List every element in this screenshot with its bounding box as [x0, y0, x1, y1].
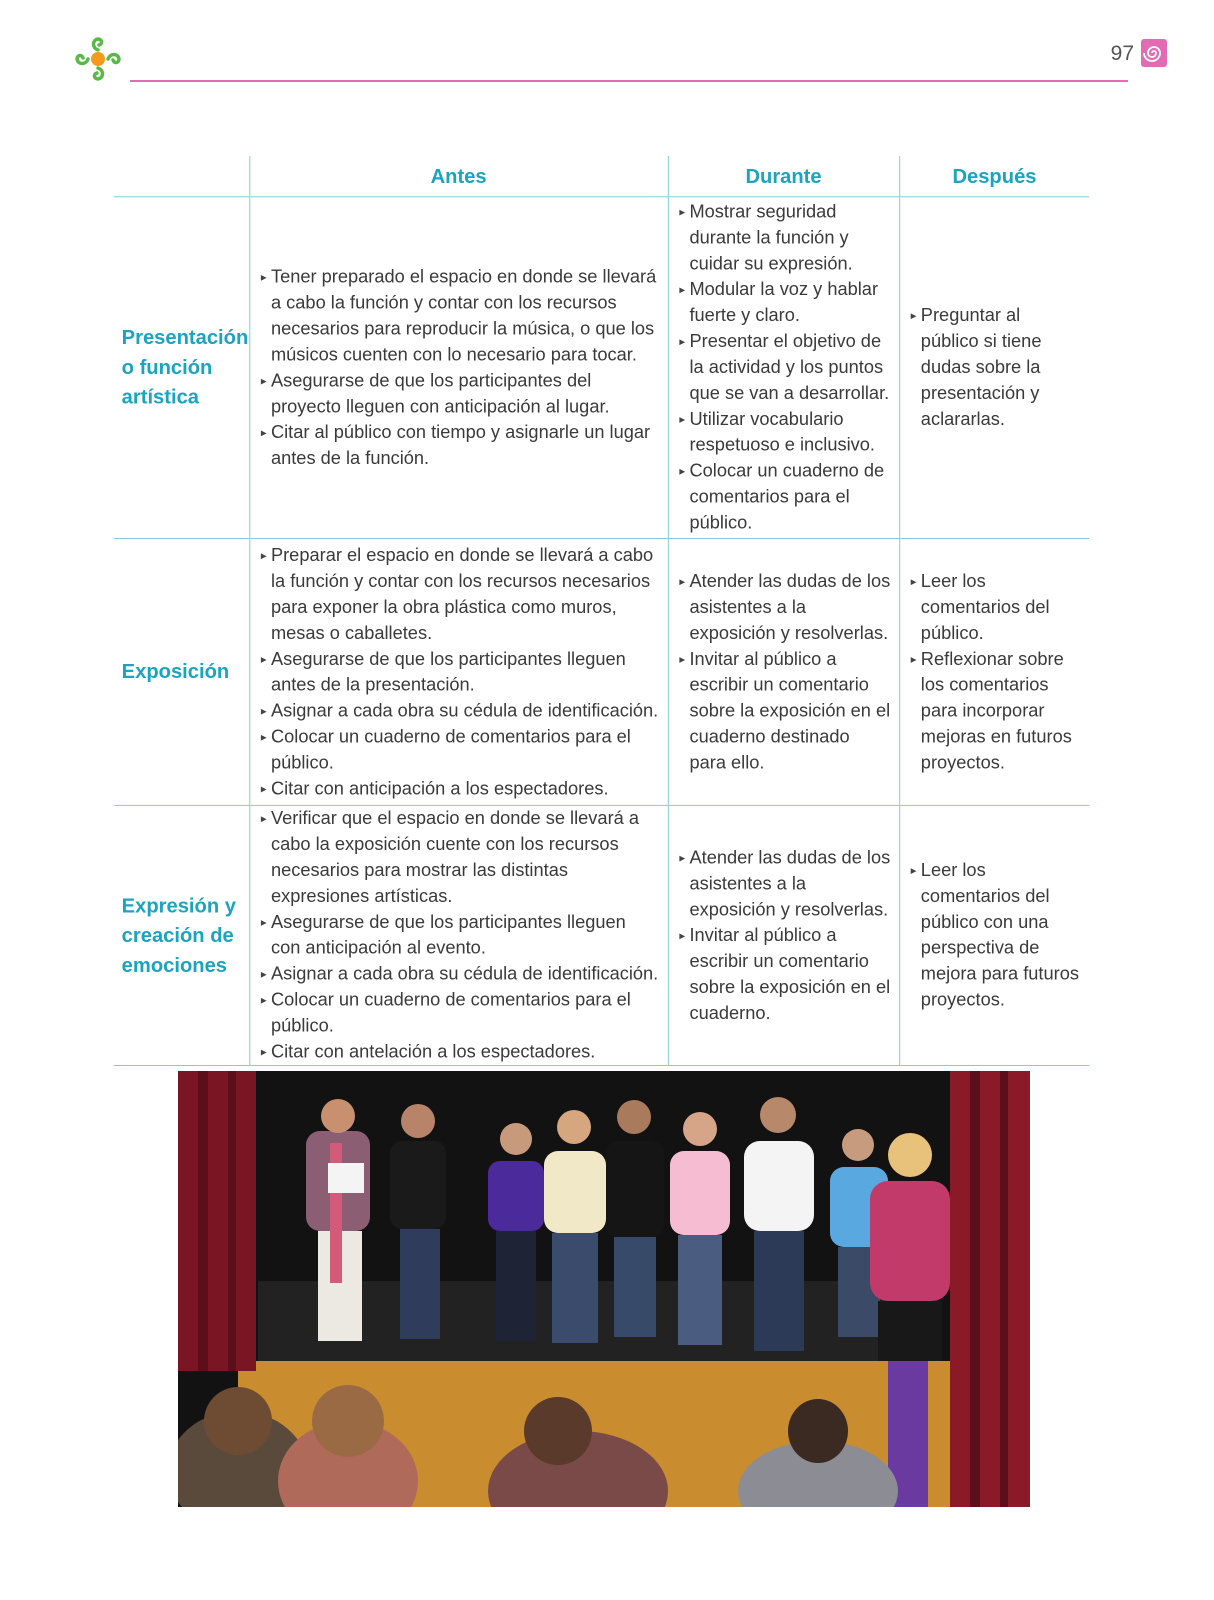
durante-cell [668, 197, 899, 539]
list-item: Utilizar vocabulario respetuoso e inclusivo. [678, 407, 891, 459]
page-number: 97 [1110, 42, 1134, 65]
column-header-antes: Antes [249, 156, 668, 197]
flower-logo-icon [72, 34, 124, 84]
stage-performance-photo [178, 1071, 1030, 1507]
table-row [114, 805, 1089, 1065]
durante-cell [668, 539, 899, 806]
bullet-list [259, 806, 659, 1065]
list-item: Citar con anticipación a los espectadores. [259, 776, 659, 802]
despues-cell [899, 539, 1089, 806]
row-label: Expresión y creación de emociones [114, 805, 249, 1065]
despues-cell [899, 197, 1089, 539]
list-item: Tener preparado el espacio en donde se llevará a cabo la función y contar con los recursos necesarios para reproducir la música, o que los músicos cuenten con lo necesario para tocar. [259, 264, 659, 368]
list-item: Citar al público con tiempo y asignarle un lugar antes de la función. [259, 419, 659, 471]
list-item: Atender las dudas de los asistentes a la exposición y resolverlas. [678, 568, 891, 646]
antes-cell [249, 197, 668, 539]
despues-cell [899, 805, 1089, 1065]
list-item: Invitar al público a escribir un comentario sobre la exposición en el cuaderno destinado para ello. [678, 646, 891, 776]
bullet-list [259, 542, 659, 801]
list-item: Leer los comentarios del público. [909, 568, 1081, 646]
list-item: Mostrar seguridad durante la función y cuidar su expresión. [678, 199, 891, 277]
list-item: Presentar el objetivo de la actividad y los puntos que se van a desarrollar. [678, 329, 891, 407]
durante-cell [668, 805, 899, 1065]
bullet-list [259, 264, 659, 471]
list-item: Preguntar al público si tiene dudas sobre la presentación y aclararlas. [909, 303, 1081, 433]
list-item: Reflexionar sobre los comentarios para incorporar mejoras en futuros proyectos. [909, 646, 1081, 776]
bullet-list [909, 858, 1081, 1014]
bullet-list [678, 199, 891, 536]
row-label: Presentación o función artística [114, 197, 249, 539]
antes-cell [249, 539, 668, 806]
header-rule [130, 80, 1128, 82]
table-row [114, 197, 1089, 539]
list-item: Atender las dudas de los asistentes a la exposición y resolverlas. [678, 845, 891, 923]
list-item: Preparar el espacio en donde se llevará a cabo la función y contar con los recursos necesarios para exponer la obra plástica como muros, mesas o caballetes. [259, 542, 659, 646]
bullet-list [909, 303, 1081, 433]
list-item: Asegurarse de que los participantes del proyecto lleguen con anticipación al lugar. [259, 368, 659, 420]
bullet-list [678, 568, 891, 775]
bullet-list [678, 845, 891, 1026]
spiral-ornament-icon [1140, 38, 1168, 68]
list-item: Modular la voz y hablar fuerte y claro. [678, 277, 891, 329]
antes-cell [249, 805, 668, 1065]
list-item: Asignar a cada obra su cédula de identificación. [259, 698, 659, 724]
list-item: Colocar un cuaderno de comentarios para el público. [259, 987, 659, 1039]
list-item: Asignar a cada obra su cédula de identificación. [259, 961, 659, 987]
activity-plan-table [114, 156, 1089, 1066]
list-item: Colocar un cuaderno de comentarios para el público. [259, 724, 659, 776]
bullet-list [909, 568, 1081, 775]
column-header-durante: Durante [668, 156, 899, 197]
list-item: Citar con antelación a los espectadores. [259, 1039, 659, 1065]
column-header-despues: Después [899, 156, 1089, 197]
table-header-row [114, 156, 1089, 197]
table-row [114, 539, 1089, 806]
row-label: Exposición [114, 539, 249, 806]
list-item: Asegurarse de que los participantes lleguen con anticipación al evento. [259, 910, 659, 962]
list-item: Invitar al público a escribir un comentario sobre la exposición en el cuaderno. [678, 922, 891, 1026]
list-item: Leer los comentarios del público con una perspectiva de mejora para futuros proyectos. [909, 858, 1081, 1014]
list-item: Verificar que el espacio en donde se llevará a cabo la exposición cuente con los recursos necesarios para mostrar las distintas expresiones artísticas. [259, 806, 659, 910]
table-corner [114, 156, 249, 197]
list-item: Colocar un cuaderno de comentarios para el público. [678, 458, 891, 536]
list-item: Asegurarse de que los participantes lleguen antes de la presentación. [259, 646, 659, 698]
